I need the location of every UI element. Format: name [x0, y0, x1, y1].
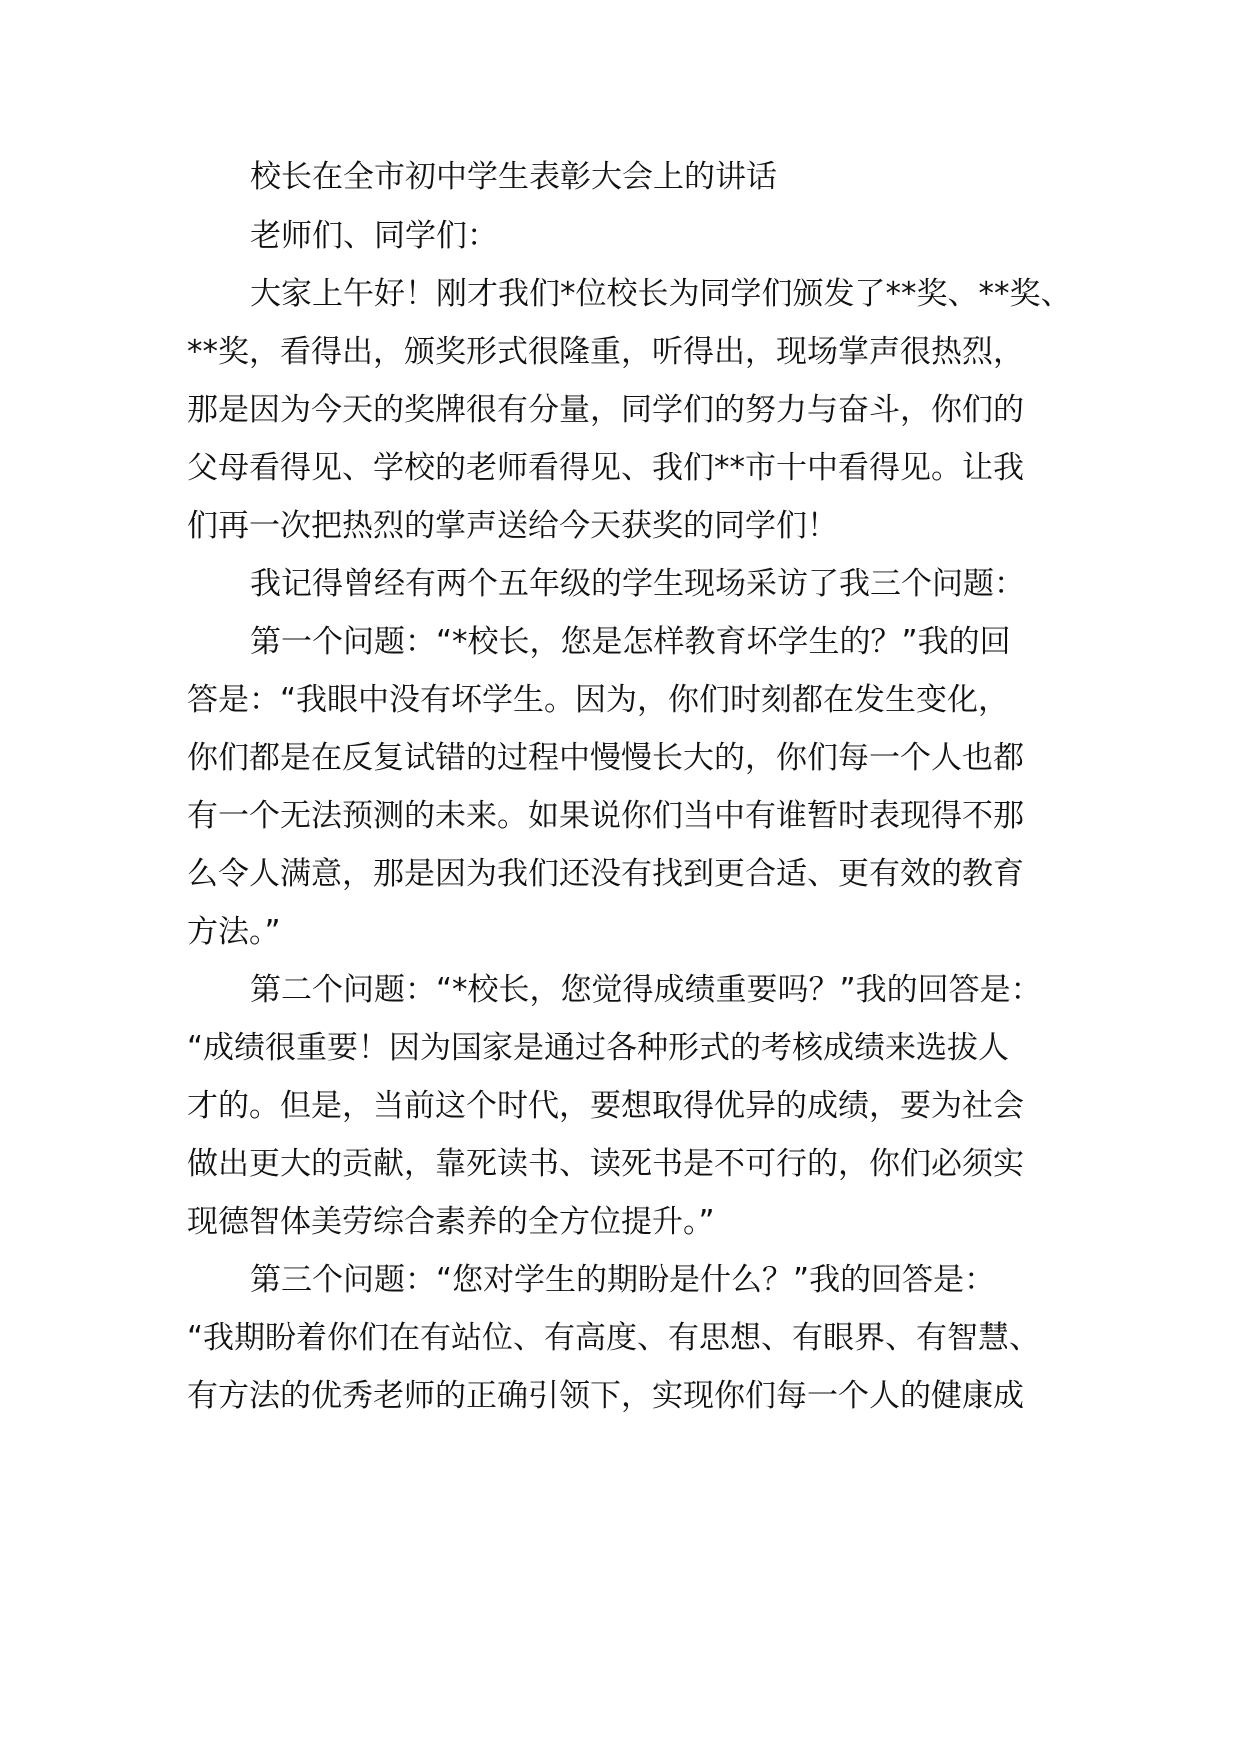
- text-line: 第一个问题：“*校长，您是怎样教育坏学生的？”我的回: [250, 624, 1011, 660]
- text-line: 我记得曾经有两个五年级的学生现场采访了我三个问题：: [250, 566, 1025, 602]
- text-line: **奖，看得出，颁奖形式很隆重，听得出，现场掌声很热烈，: [187, 334, 1024, 370]
- text-line: 们再一次把热烈的掌声送给今天获奖的同学们！: [187, 508, 838, 544]
- text-line: 第三个问题：“您对学生的期盼是什么？”我的回答是：: [250, 1262, 996, 1298]
- text-line: 才的。但是，当前这个时代，要想取得优异的成绩，要为社会: [187, 1088, 1024, 1124]
- text-line: 方法。”: [187, 914, 281, 950]
- text-line: 现德智体美劳综合素养的全方位提升。”: [187, 1204, 715, 1240]
- text-line: “我期盼着你们在有站位、有高度、有思想、有眼界、有智慧、: [187, 1320, 1041, 1356]
- text-line: 做出更大的贡献，靠死读书、读死书是不可行的，你们必须实: [187, 1146, 1024, 1182]
- text-line: 有方法的优秀老师的正确引领下，实现你们每一个人的健康成: [187, 1378, 1024, 1414]
- text-line: 答是：“我眼中没有坏学生。因为，你们时刻都在发生变化，: [187, 682, 1010, 718]
- text-line: 么令人满意，那是因为我们还没有找到更合适、更有效的教育: [187, 856, 1024, 892]
- text-line: 那是因为今天的奖牌很有分量，同学们的努力与奋斗，你们的: [187, 392, 1024, 428]
- text-line: “成绩很重要！因为国家是通过各种形式的考核成绩来选拔人: [187, 1030, 1010, 1066]
- text-line: 第二个问题：“*校长，您觉得成绩重要吗？”我的回答是：: [250, 972, 1042, 1008]
- text-line: 有一个无法预测的未来。如果说你们当中有谁暂时表现得不那: [187, 798, 1024, 834]
- text-line: 你们都是在反复试错的过程中慢慢长大的，你们每一个人也都: [187, 740, 1024, 776]
- text-line: 老师们、同学们：: [250, 218, 498, 254]
- text-line: 父母看得见、学校的老师看得见、我们**市十中看得见。让我: [187, 450, 1024, 486]
- text-line: 大家上午好！刚才我们*位校长为同学们颁发了**奖、**奖、: [250, 276, 1072, 312]
- document-title: 校长在全市初中学生表彰大会上的讲话: [250, 159, 777, 195]
